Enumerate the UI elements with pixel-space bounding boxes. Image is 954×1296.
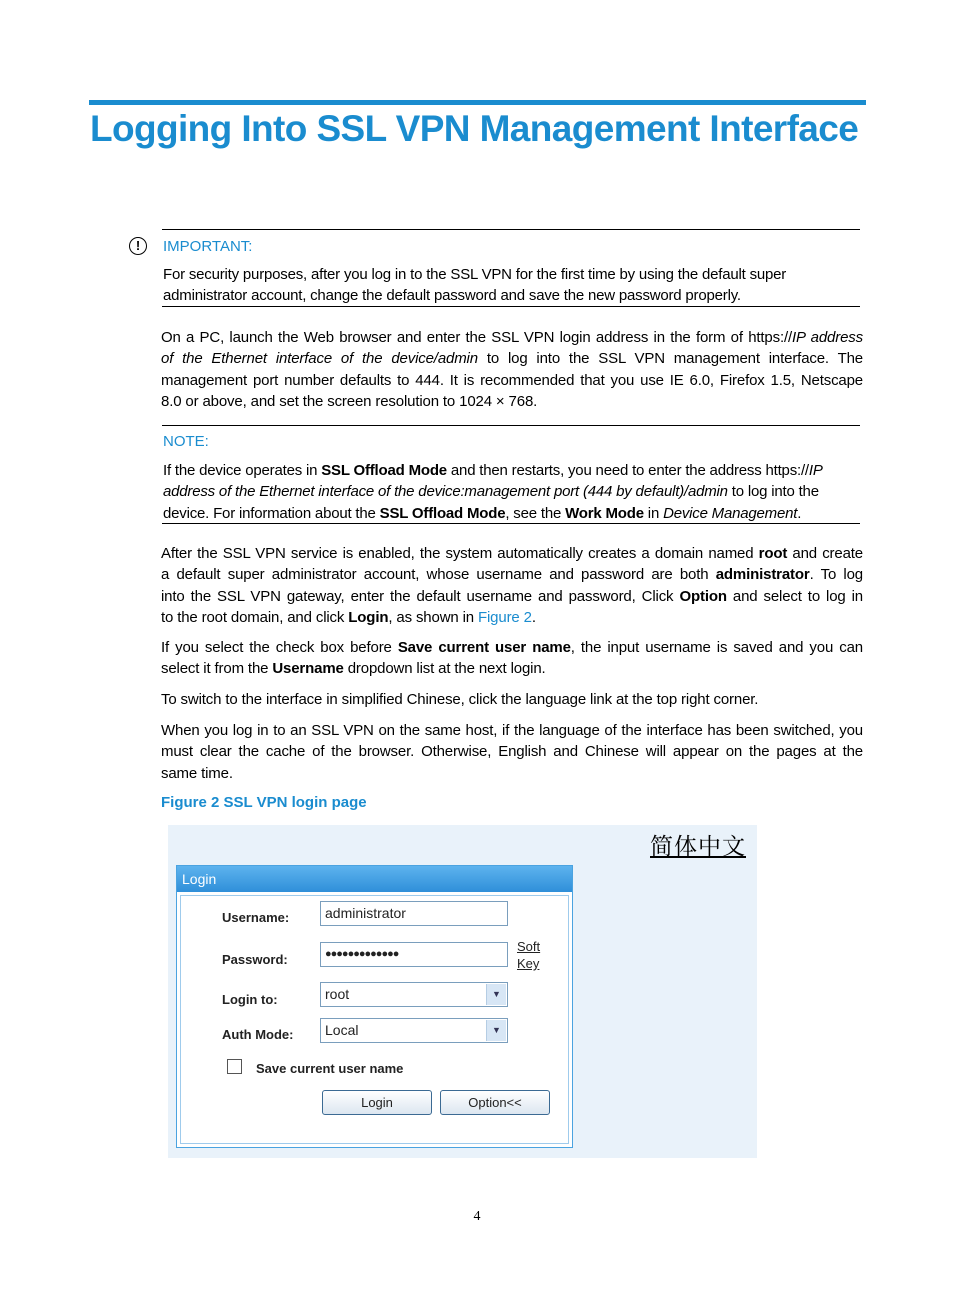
language-link[interactable]: 简体中文 (650, 834, 746, 860)
paragraph-save-user: If you select the check box before Save current user name, the input username is saved and you can select it from the Username dropdown list at the next login. (161, 639, 863, 678)
auth-mode-label: Auth Mode: (222, 1027, 294, 1042)
login-panel (176, 865, 573, 1148)
login-figure (168, 825, 757, 1158)
note-text: If the device operates in SSL Offload Mode and then restarts, you need to enter the address https://IP address of the Ethernet interface of the device:management port (444 by default)/admin to log into the device. For information about the SSL Offload Mode, see the Work Mode in Device Management. (163, 462, 823, 522)
chevron-down-icon[interactable]: ▼ (486, 1020, 506, 1041)
login-header: Login (177, 866, 572, 892)
paragraph-login-address: On a PC, launch the Web browser and enter the SSL VPN login address in the form of https://IP address of the Ethernet interface of the device/admin to log into the SSL VPN management interface. The management port number defaults to 444. It is recommended that you use IE 6.0, Firefox 1.5, Netscape 8.0 or above, and set the screen resolution to 1024 × 768. (161, 329, 863, 410)
save-user-checkbox[interactable] (227, 1059, 242, 1074)
important-text: For security purposes, after you log in to the SSL VPN for the first time by using the default super administrator account, change the default password and save the new password properly. (163, 266, 787, 305)
figure-2-link[interactable]: Figure 2 (477, 608, 532, 626)
password-input[interactable]: ●●●●●●●●●●●●● (320, 942, 508, 967)
login-to-label: Login to: (222, 992, 278, 1007)
username-input[interactable]: administrator (320, 901, 508, 926)
important-label: IMPORTANT: (163, 238, 253, 255)
page-number: 4 (473, 1209, 481, 1224)
exclamation-circle-icon: ! (129, 237, 147, 255)
note-bottom-rule (162, 523, 860, 524)
note-label: NOTE: (163, 433, 209, 450)
title-rule (89, 100, 866, 105)
login-form (180, 895, 569, 1144)
paragraph-domain: After the SSL VPN service is enabled, the system automatically creates a domain named root and create a default super administrator account, whose username and password are both administrator. To log into the SSL VPN gateway, enter the default username and password, Click Option and select to log in to the root domain, and click Login, as shown in Figure 2. (161, 545, 864, 626)
paragraph-language: To switch to the interface in simplified Chinese, click the language link at the top right corner. (161, 691, 759, 708)
figure-caption: Figure 2 SSL VPN login page (161, 794, 367, 811)
login-button[interactable]: Login (322, 1090, 432, 1115)
username-label: Username: (222, 910, 290, 925)
important-bottom-rule (162, 306, 860, 307)
chevron-down-icon[interactable]: ▼ (486, 984, 506, 1005)
password-label: Password: (222, 952, 288, 967)
page-title: Logging Into SSL VPN Management Interface (90, 108, 859, 149)
important-top-rule (162, 229, 860, 230)
paragraph-cache: When you log in to an SSL VPN on the same host, if the language of the interface has been switched, you must clear the cache of the browser. Otherwise, English and Chinese will appear on the pages at the same time. (161, 722, 863, 782)
save-user-label: Save current user name (256, 1061, 404, 1076)
option-button[interactable]: Option<< (440, 1090, 550, 1115)
auth-mode-select[interactable]: Local ▼ (320, 1018, 508, 1043)
soft-key-link[interactable]: Soft Key (517, 939, 541, 971)
note-top-rule (162, 425, 860, 426)
login-to-select[interactable]: root ▼ (320, 982, 508, 1007)
